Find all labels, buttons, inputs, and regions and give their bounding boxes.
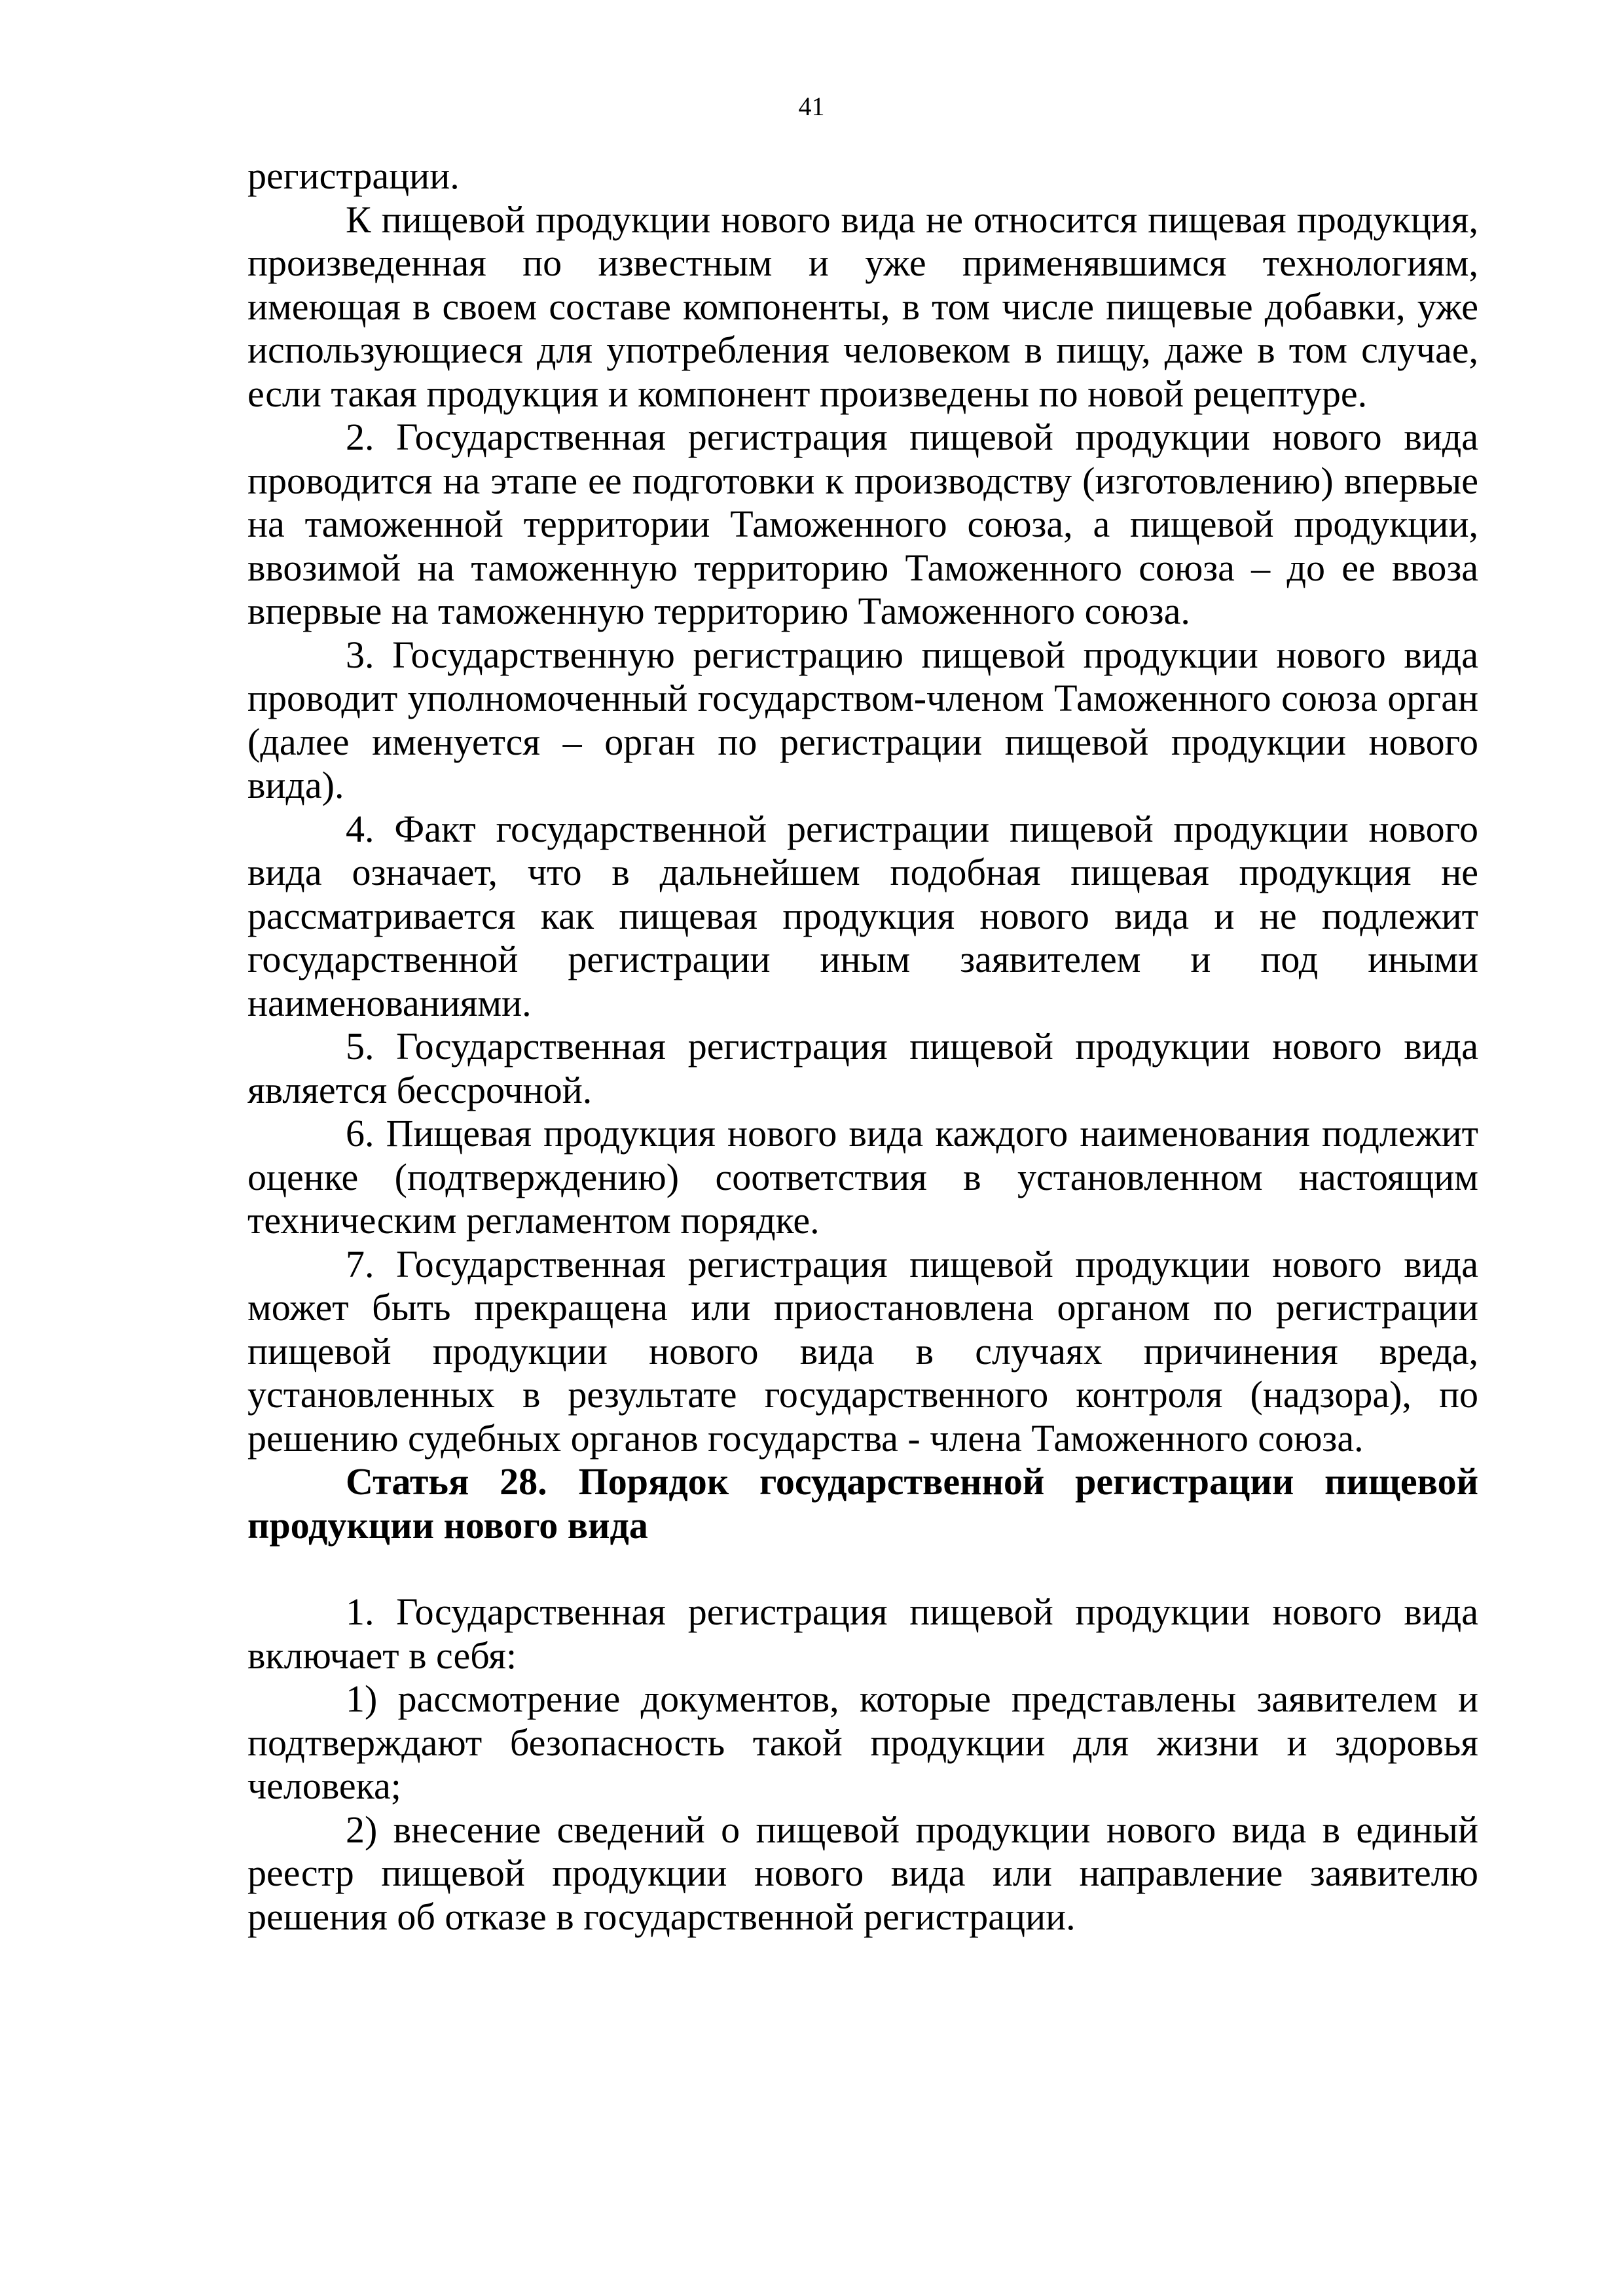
paragraph: регистрации. <box>247 154 460 197</box>
paragraph: 7. Государственная регистрация пищевой продукции нового вида может быть прекращена или приостановлена органом по регистрации пищевой продукции нового вида в случаях причинения вреда, установленных в результате государственного контроля (надзора), по решению судебных органов государства - члена Таможенного союза. <box>247 1242 1478 1460</box>
article-heading <box>247 1460 1478 1547</box>
article-title: Порядок государственной регистрации пищевой продукции нового вида <box>247 1460 1478 1547</box>
paragraph: 2. Государственная регистрация пищевой продукции нового вида проводится на этапе ее подготовки к производству (изготовлению) впервые на таможенной территории Таможенного союза, а пищевой продукции, ввозимой на таможенную территорию Таможенного союза – до ее ввоза впервые на таможенную территорию Таможенного союза. <box>247 416 1478 632</box>
paragraph: 2) внесение сведений о пищевой продукции нового вида в единый реестр пищевой продукции нового вида или направление заявителю решения об отказе в государственной регистрации. <box>247 1808 1478 1938</box>
paragraph: 4. Факт государственной регистрации пищевой продукции нового вида означает, что в дальнейшем подобная пищевая продукция не рассматривается как пищевая продукция нового вида и не подлежит государственной регистрации иным заявителем и под иными наименованиями. <box>247 807 1478 1024</box>
paragraph: К пищевой продукции нового вида не относится пищевая продукция, произведенная по известным и уже применявшимся технологиям, имеющая в своем составе компоненты, в том числе пищевые добавки, уже использующиеся для употребления человеком в пищу, даже в том случае, если такая продукция и компонент произведены по новой рецептуре. <box>247 198 1478 415</box>
paragraph: 5. Государственная регистрация пищевой продукции нового вида является бессрочной. <box>247 1025 1478 1111</box>
paragraph: 1. Государственная регистрация пищевой продукции нового вида включает в себя: <box>247 1590 1478 1677</box>
article-label: Статья 28. <box>346 1460 547 1503</box>
paragraph: 3. Государственную регистрацию пищевой продукции нового вида проводит уполномоченный государством-членом Таможенного союза орган (далее именуется – орган по регистрации пищевой продукции нового вида). <box>247 633 1478 806</box>
page-number: 41 <box>798 92 825 121</box>
paragraph: 6. Пищевая продукция нового вида каждого наименования подлежит оценке (подтверждению) соответствия в установленном настоящим техническим регламентом порядке. <box>247 1112 1478 1242</box>
paragraph: 1) рассмотрение документов, которые представлены заявителем и подтверждают безопасность такой продукции для жизни и здоровья человека; <box>247 1677 1478 1807</box>
document-body <box>247 154 1478 1939</box>
